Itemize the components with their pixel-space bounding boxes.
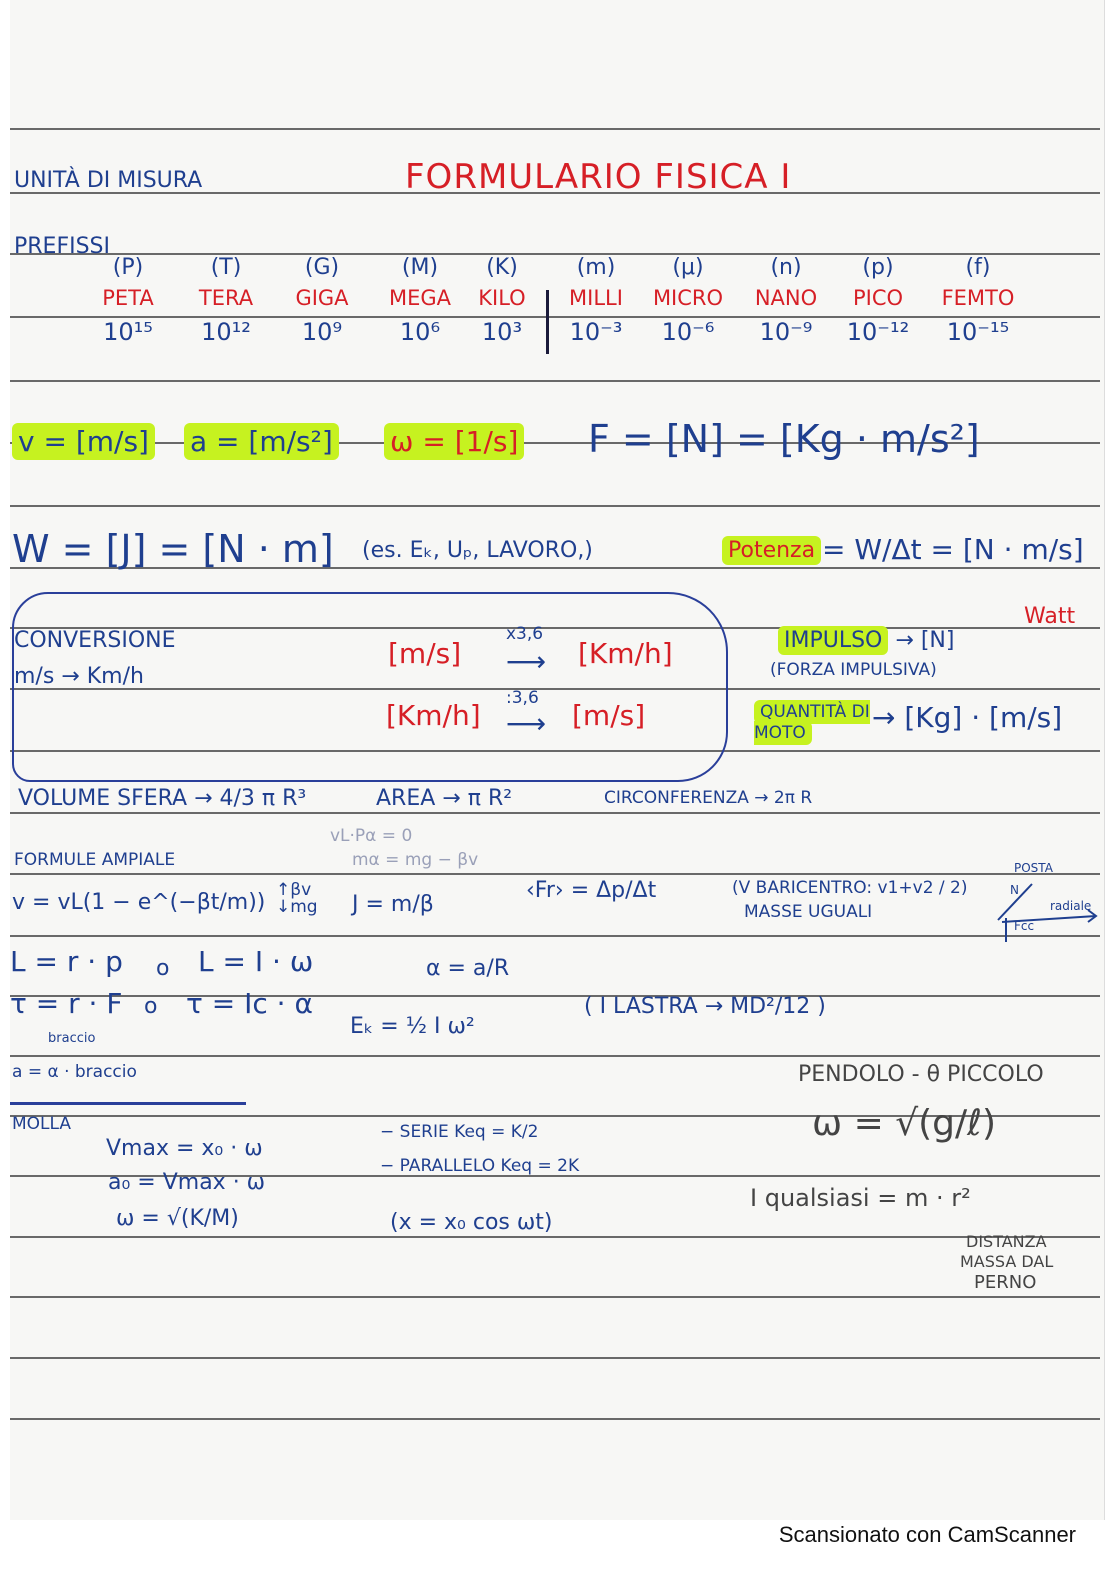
prefix-name: PETA xyxy=(102,286,154,310)
work-unit: W = [J] = [N · m] xyxy=(12,527,334,571)
conversion-from-kmh: [Km/h] xyxy=(386,699,481,732)
prefix-power: 10⁻⁶ xyxy=(661,318,715,346)
ruled-line xyxy=(10,316,1100,318)
impulse-label-text: IMPULSO xyxy=(778,626,888,655)
circle-area: AREA → π R² xyxy=(376,786,513,811)
prefix-symbol: (m) xyxy=(576,255,616,280)
average-force-formula: ‹Fr› = Δp/Δt xyxy=(526,878,657,903)
max-acceleration: a₀ = Vmax · ω xyxy=(108,1170,266,1195)
prefix-symbol: (p) xyxy=(862,255,894,280)
force-unit: F = [N] = [Kg · m/s²] xyxy=(588,417,980,461)
prefix-symbol: (K) xyxy=(486,255,518,280)
formulas-heading: FORMULE AMPIALE xyxy=(14,850,176,870)
spring-omega: ω = √(K/M) xyxy=(116,1206,239,1231)
power-formula: = W/Δt = [N · m/s] xyxy=(822,533,1084,566)
angular-velocity-unit xyxy=(384,425,524,458)
prefix-symbol: (G) xyxy=(304,255,340,280)
angular-velocity-unit-text: ω = [1/s] xyxy=(384,423,524,460)
scribble-note: mα = mg − βv xyxy=(352,850,479,870)
terminal-velocity-formula: v = vL(1 − e^(−βt/m)) xyxy=(12,890,266,915)
prefix-symbol: (n) xyxy=(770,255,802,280)
prefix-name: MILLI xyxy=(569,286,623,310)
conversion-multiply: x3,6 xyxy=(506,624,544,644)
scanner-footer: Scansionato con CamScanner xyxy=(778,1522,1076,1547)
velocity-unit-text: v = [m/s] xyxy=(12,423,155,460)
prefix-kilo xyxy=(462,255,542,346)
ruled-line xyxy=(10,1236,1100,1238)
parallel-springs: − PARALLELO Keq = 2K xyxy=(380,1156,580,1176)
acceleration-unit-text: a = [m/s²] xyxy=(184,423,339,460)
or-word: o xyxy=(144,994,158,1019)
pendulum-heading: PENDOLO - θ PICCOLO xyxy=(798,1062,1044,1087)
ruled-line xyxy=(10,505,1100,507)
plate-inertia: ( I LASTRA → MD²/12 ) xyxy=(584,994,826,1019)
lever-arm-note: braccio xyxy=(48,1031,96,1046)
prefix-pico xyxy=(838,255,918,346)
prefix-name: KILO xyxy=(478,286,526,310)
prefix-power: 10⁹ xyxy=(301,318,343,346)
impulse-note: (FORZA IMPULSIVA) xyxy=(770,660,937,680)
prefix-power: 10⁻⁹ xyxy=(759,318,813,346)
distance-note: PERNO xyxy=(974,1272,1037,1293)
prefix-power: 10³ xyxy=(481,318,523,346)
acceleration-unit xyxy=(184,425,339,458)
prefix-name: TERA xyxy=(198,286,254,310)
prefix-micro xyxy=(648,255,728,346)
pendulum-formula: ω = √(g/ℓ) xyxy=(812,1103,997,1144)
prefix-nano xyxy=(746,255,826,346)
angular-acceleration: α = a/R xyxy=(426,956,510,981)
generic-inertia: I qualsiasi = m · r² xyxy=(750,1184,971,1212)
conversion-divide: :3,6 xyxy=(506,688,539,708)
momentum-label-text: QUANTITÀ DI MOTO xyxy=(754,702,870,744)
page-title: FORMULARIO FISICA I xyxy=(405,157,792,197)
power-label xyxy=(722,540,821,562)
prefix-power: 10¹² xyxy=(201,318,251,346)
prefix-name: FEMTO xyxy=(941,286,1015,310)
prefix-tera xyxy=(186,255,266,346)
prefix-giga xyxy=(282,255,362,346)
arrow-right-icon: ⟶ xyxy=(506,707,547,740)
prefix-symbol: (P) xyxy=(112,255,144,280)
ruled-line xyxy=(10,812,1100,814)
ruled-line xyxy=(10,1357,1100,1359)
momentum-unit: → [Kg] · [m/s] xyxy=(872,701,1063,734)
prefix-power: 10⁶ xyxy=(399,318,441,346)
ruled-line xyxy=(10,128,1100,130)
ruled-line xyxy=(10,995,1100,997)
prefix-peta xyxy=(88,255,168,346)
prefix-name: GIGA xyxy=(295,286,349,310)
ruled-line xyxy=(10,1418,1100,1420)
tangential-acceleration: a = α · braccio xyxy=(12,1062,137,1082)
ruled-line xyxy=(10,253,1100,255)
conversion-sublabel: m/s → Km/h xyxy=(14,664,144,689)
units-heading: UNITÀ DI MISURA xyxy=(14,168,203,193)
angular-momentum-alt: L = I · ω xyxy=(198,945,314,978)
ruled-line xyxy=(10,380,1100,382)
barycenter-velocity: (V BARICENTRO: v1+v2 / 2) xyxy=(732,878,968,898)
prefix-name: PICO xyxy=(852,286,904,310)
prefix-power: 10⁻¹² xyxy=(846,318,910,346)
velocity-unit xyxy=(12,425,155,458)
prefix-symbol: (M) xyxy=(401,255,439,280)
prefix-symbol: (T) xyxy=(210,255,242,280)
diagram-label-top: POSTA xyxy=(1014,861,1053,875)
sphere-volume: VOLUME SFERA → 4/3 π R³ xyxy=(18,786,307,811)
max-velocity: Vmax = x₀ · ω xyxy=(106,1136,263,1161)
j-formula: J = m/β xyxy=(352,892,434,917)
diagram-label-normal: N xyxy=(1010,883,1019,897)
ruled-line xyxy=(10,1055,1100,1057)
impulse-label xyxy=(778,630,954,652)
prefix-symbol: (μ) xyxy=(672,255,704,280)
equal-masses-note: MASSE UGUALI xyxy=(744,902,873,922)
prefix-name: MEGA xyxy=(388,286,452,310)
or-word: o xyxy=(156,956,170,981)
prefix-power: 10¹⁵ xyxy=(103,318,153,346)
work-examples: (es. Eₖ, Uₚ, LAVORO,) xyxy=(362,538,593,563)
ruled-line xyxy=(10,1296,1100,1298)
prefix-name: MICRO xyxy=(652,286,724,310)
prefix-milli xyxy=(556,255,636,346)
force-balance-note: ↑βv ↓mg xyxy=(276,880,318,917)
prefix-power: 10⁻³ xyxy=(569,318,623,346)
torque-formula: τ = r · F xyxy=(10,987,123,1020)
ruled-line xyxy=(10,935,1100,937)
conversion-to-ms: [m/s] xyxy=(572,699,646,732)
diagram-label-radial: radiale xyxy=(1050,899,1092,913)
power-label-text: Potenza xyxy=(722,536,821,565)
distance-note: MASSA DAL xyxy=(960,1252,1054,1271)
prefixes-heading: PREFISSI xyxy=(14,234,111,259)
angular-momentum-formula: L = r · p xyxy=(10,945,123,978)
ruled-line xyxy=(10,873,1100,875)
prefix-mega xyxy=(380,255,460,346)
conversion-label: CONVERSIONE xyxy=(14,628,176,653)
torque-alt: τ = Ic · α xyxy=(186,987,313,1020)
momentum-label xyxy=(754,702,870,745)
section-underline xyxy=(10,1102,246,1105)
series-springs: − SERIE Keq = K/2 xyxy=(380,1122,539,1142)
conversion-from-ms: [m/s] xyxy=(388,637,462,670)
arrow-right-icon: ⟶ xyxy=(506,645,547,678)
scribble-note: vL·Pα = 0 xyxy=(330,826,413,846)
circumference: CIRCONFERENZA → 2π R xyxy=(604,788,813,808)
distance-note: DISTANZA xyxy=(966,1232,1047,1251)
prefix-name: NANO xyxy=(754,286,818,310)
harmonic-motion: (x = x₀ cos ωt) xyxy=(390,1210,553,1235)
prefix-femto xyxy=(938,255,1018,346)
spring-heading: MOLLA xyxy=(12,1114,72,1134)
watt-label: Watt xyxy=(1024,604,1076,629)
impulse-unit: → [N] xyxy=(895,628,955,653)
diagram-label-bottom: Fcc xyxy=(1014,919,1035,933)
prefix-symbol: (f) xyxy=(965,255,991,280)
prefix-power: 10⁻¹⁵ xyxy=(946,318,1010,346)
rotational-energy: Eₖ = ½ I ω² xyxy=(350,1014,475,1039)
conversion-to-kmh: [Km/h] xyxy=(578,637,673,670)
prefix-divider xyxy=(546,290,549,354)
